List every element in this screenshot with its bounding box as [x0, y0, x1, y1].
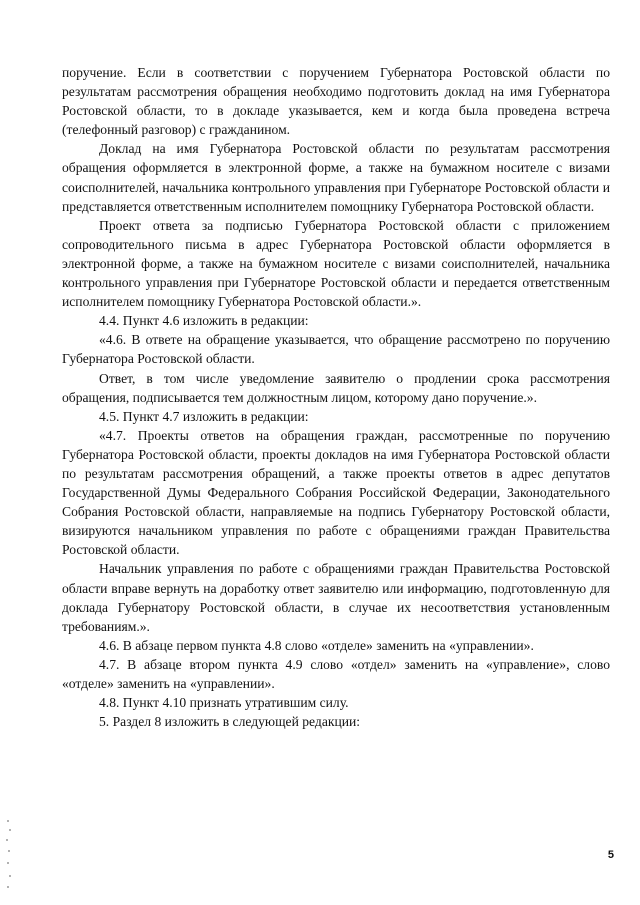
paragraph-11: 4.7. В абзаце втором пункта 4.9 слово «отдел» заменить на «управление», слово «отделе» заменить на «управлении». [62, 656, 610, 691]
paragraph-8: «4.7. Проекты ответов на обращения граждан, рассмотренные по поручению Губернатора Ростовской области, проекты докладов на имя Губернатора Ростовской области по результатам рассмотрения обращений, а также проекты ответов в адрес депутатов Государственной Думы Федерального Собрания Российской Федерации, Законодательного Собрания Ростовской области, направляемые на подпись Губернатору Ростовской области, визируются начальником управления по работе с обращениями граждан Правительства Ростовской области. [62, 427, 610, 558]
paragraph-4: 4.4. Пункт 4.6 изложить в редакции: [99, 313, 309, 329]
paragraph-6: Ответ, в том числе уведомление заявителю о продлении срока рассмотрения обращения, подписывается тем должностным лицом, которому дано поручение.». [62, 370, 610, 405]
page-number: 5 [607, 849, 614, 861]
paragraph-1: поручение. Если в соответствии с поручением Губернатора Ростовской области по результатам рассмотрения обращения необходимо подготовить доклад на имя Губернатора Ростовской области, то в докладе указывается, кем и когда была проведена встреча (телефонный разговор) с гражданином. [62, 65, 610, 138]
document-body [62, 63, 610, 731]
paragraph-2: Доклад на имя Губернатора Ростовской области по результатам рассмотрения обращения оформляется в электронной форме, а также на бумажном носителе с визами соисполнителей, начальника контрольного управления при Губернаторе Ростовской области и представляется ответственным исполнителем помощнику Губернатора Ростовской области. [62, 141, 610, 214]
paragraph-10: 4.6. В абзаце первом пункта 4.8 слово «отделе» заменить на «управлении». [99, 637, 534, 653]
paragraph-7: 4.5. Пункт 4.7 изложить в редакции: [99, 408, 309, 424]
paragraph-3: Проект ответа за подписью Губернатора Ростовской области с приложением сопроводительного письма в адрес Губернатора Ростовской области оформляется в электронной форме, а также на бумажном носителе с визами соисполнителей, начальника контрольного управления при Губернаторе Ростовской области и передается ответственным исполнителем помощнику Губернатора Ростовской области.». [62, 217, 610, 310]
paragraph-9: Начальник управления по работе с обращениями граждан Правительства Ростовской области вправе вернуть на доработку ответ заявителю или информацию, подготовленную для доклада Губернатору Ростовской области, в случае их несоответствия установленным требованиям.». [62, 561, 610, 634]
paragraph-12: 4.8. Пункт 4.10 признать утратившим силу. [99, 695, 349, 711]
paragraph-5: «4.6. В ответе на обращение указывается, что обращение рассмотрено по поручению Губернатора Ростовской области. [62, 332, 610, 367]
paragraph-13: 5. Раздел 8 изложить в следующей редакции: [99, 714, 361, 730]
scan-artifact-dots [6, 820, 12, 890]
